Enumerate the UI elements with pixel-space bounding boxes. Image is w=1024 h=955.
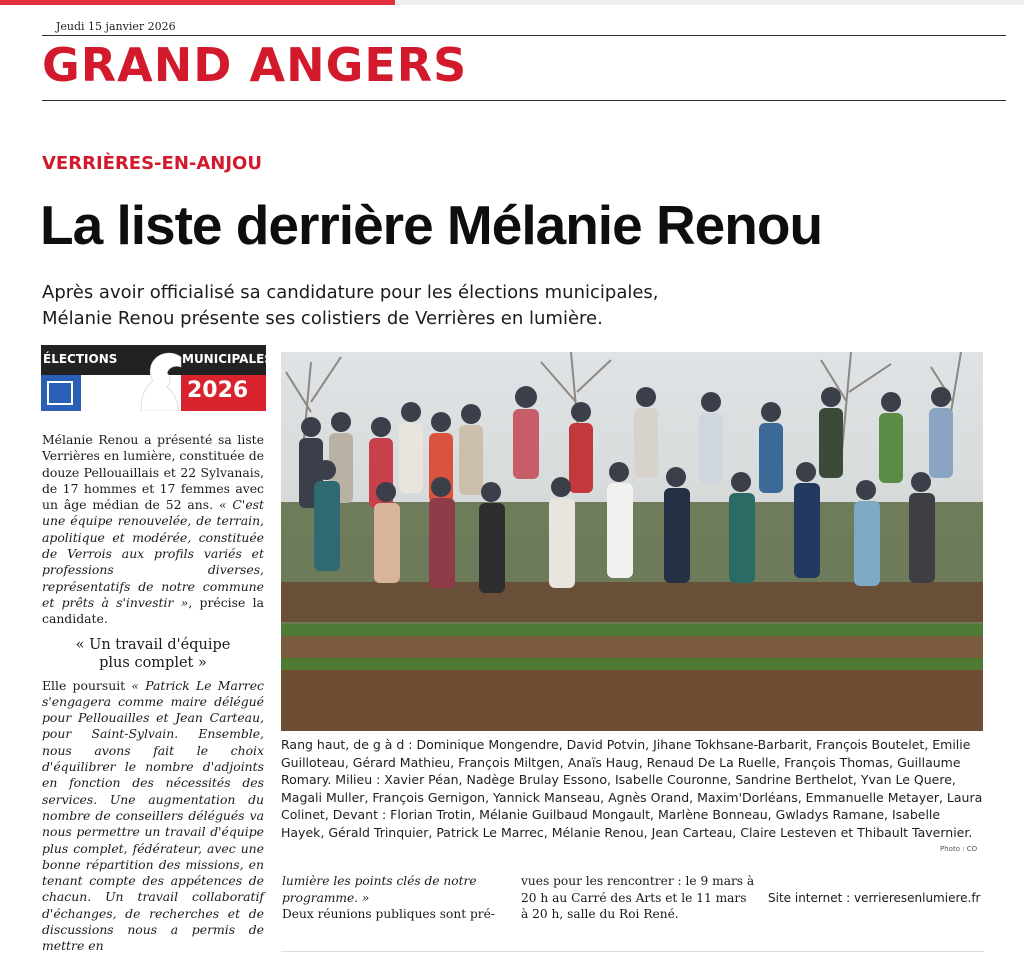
article-kicker: VERRIÈRES-EN-ANJOU: [42, 153, 262, 174]
article-headline: La liste derrière Mélanie Renou: [40, 194, 823, 256]
badge-year: 2026: [187, 378, 249, 403]
standfirst-line: Mélanie Renou présente ses colistiers de Verrières en lumière.: [42, 308, 603, 329]
quote-continuation: lumière les points clés de notre programme. »: [282, 874, 477, 905]
badge-elections-label: ÉLECTIONS: [43, 352, 118, 366]
top-grey-bar: [395, 0, 1024, 5]
bottom-rule: [281, 951, 984, 952]
quote: « C'est une équipe renouvelée, de terrain, apolitique et modérée, constituée de Verrois aux profils variés et professions diverses, représentatifs de notre commune et prêts à s'investir »: [42, 497, 264, 610]
section-rule: [42, 100, 1006, 101]
quote: « Patrick Le Marrec s'engagera comme maire délégué pour Pellouailles et Jean Carteau, pour Saint-Sylvain. Ensemble, nous avons fait le choix d'équilibrer le nombre d'adjoints en fonction des nécessités des services. Une augmentation du nombre de conseillers délégués va nous permettre un travail d'équipe plus complet, fédérateur, avec une bonne répartition des missions, en tenant compte des appétences de chacun. Un travail collaboratif d'échanges, de recherches et de discussions nous a permis de mettre en: [42, 677, 264, 954]
marianne-icon: [131, 347, 183, 411]
intertitle: « Un travail d'équipe plus complet »: [75, 636, 231, 671]
body-paragraph: Mélanie Renou a présenté sa liste Verrières en lumière, constituée de douze Pellouaillais et 22 Sylvanais, de 17 hommes et 17 femmes avec un âge médian de 52 ans. « C'est une équipe renouvelée, de terrain, apolitique et modérée, constituée de Verrois aux profils variés et professions diverses, représentatifs de notre commune et prêts à s'investir », précise la candidate.: [42, 432, 264, 627]
body-paragraph: Elle poursuit « Patrick Le Marrec s'engagera comme maire délégué pour Pellouailles et Jean Carteau, pour Saint-Sylvain. Ensemble, nous avons fait le choix d'équilibrer le nombre d'adjoints en fonction des nécessités des services. Une augmentation du nombre de conseillers délégués va nous permettre un travail d'équipe plus complet, fédérateur, avec une bonne répartition des missions, en tenant compte des appétences de chacun. Un travail collaboratif d'échanges, de recherches et de discussions nous a permis de mettre en: [42, 677, 264, 954]
top-rule: [42, 35, 1006, 36]
article-column-2: [282, 873, 512, 923]
body-text: Deux réunions publiques sont pré-: [282, 907, 495, 921]
elections-badge: [41, 345, 273, 411]
standfirst-line: Après avoir officialisé sa candidature pour les élections municipales,: [42, 282, 659, 303]
group-photo: [281, 352, 983, 731]
section-title: GRAND ANGERS: [42, 38, 468, 92]
photo-credit: Photo : CO: [940, 845, 978, 853]
article-column-1: [42, 432, 264, 955]
top-red-bar: [0, 0, 395, 5]
website-line: Site internet : verrieresenlumiere.fr: [768, 891, 981, 905]
article-column-3: vues pour les rencontrer : le 9 mars à 20 h au Carré des Arts et le 11 mars à 20 h, salle du Roi René.: [521, 874, 755, 921]
issue-date: Jeudi 15 janvier 2026: [56, 20, 176, 33]
ballot-box-icon: [47, 381, 73, 405]
article-standfirst: [42, 280, 802, 332]
badge-municipales-label: MUNICIPALES: [182, 352, 273, 366]
photo-caption: Rang haut, de g à d : Dominique Mongendre, David Potvin, Jihane Tokhsane-Barbarit, François Boutelet, Emilie Guilloteau, Gérard Mathieu, François Miltgen, Anaïs Haug, Renaud De La Ruelle, François Thomas, Guillaume Romary. Milieu : Xavier Péan, Nadège Brulay Essono, Isabelle Couronne, Sandrine Berthelot, Yvan Le Quere, Magali Muller, François Gernigon, Yannick Manseau, Agnès Orand, Maxim'Dorléans, Emmanuelle Metayer, Laura Colinet, Devant : Florian Trotin, Mélanie Guilbaud Mongault, Marlène Bonneau, Gwladys Ramane, Isabelle Hayek, Gérald Trinquier, Patrick Le Marrec, Mélanie Renou, Jean Carteau, Claire Lesteven et Thibault Tavernier.: [281, 737, 983, 840]
